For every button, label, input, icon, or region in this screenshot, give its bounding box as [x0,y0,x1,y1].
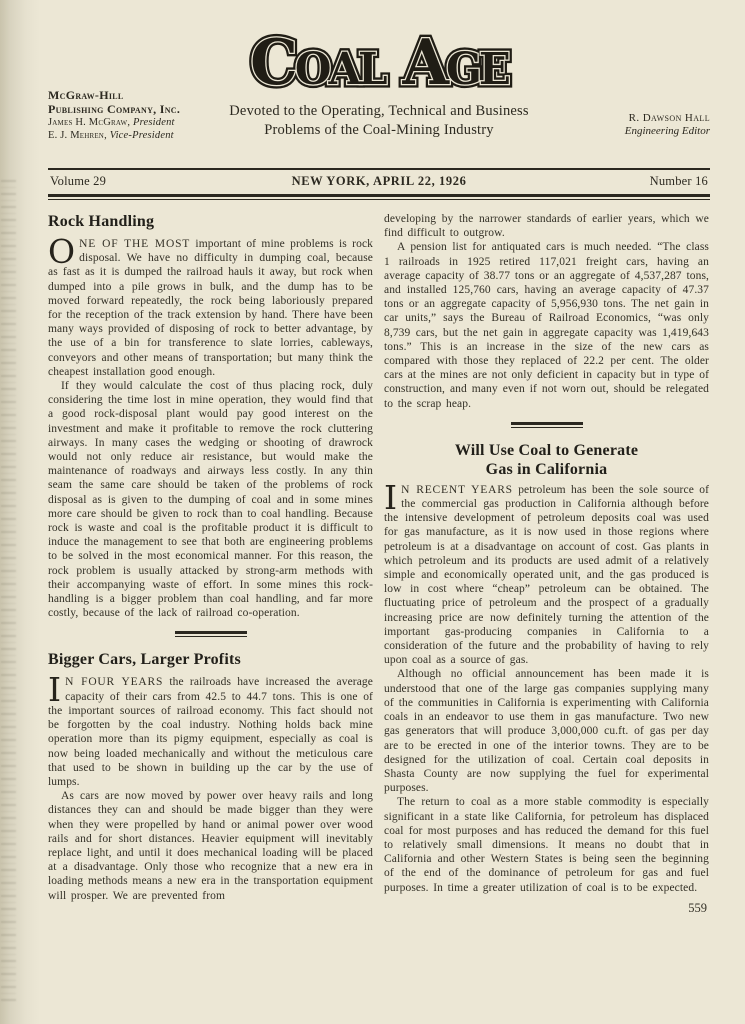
officer-vice-president [48,129,180,142]
dropcap-i: I [48,670,62,710]
book-gutter-shadow [0,0,40,1024]
rock-handling-paragraph-1 [48,232,374,379]
issue-number: Number 16 [649,174,708,188]
rule-below-dateline-thick [48,194,710,197]
paragraph-text: important of mine problems is rock disposal. We have no difficulty in dumping coal, because as fast as it is dumped the railroad hauls it away, but rock when dumped into a pile grows in bulk, and the dump has to be moved forward repeatedly, the rock being laboriously prepared for the reception of the track extension by hand. There have been many ways provided of disposing of rock to better advantage, by the use of a bin for transference to slate lorries, cableways, conveyors and other means of transportation; but many think the cheapest installation good enough. [48,238,374,378]
paragraph-text: petroleum has been the sole source of the commercial gas production in California although before the intensive development of petroleum deposits coal was used for gas manufacture, as it is now used in those regions where petroleum is at a disadvantage on account of cost. Gas plants in which petroleum and its products are used admit of a relatively simple and economically operated unit, and the gas produced is low in cost where “cheap” petroleum can be obtained. The fluctuating price of petroleum and the prospect of a gradually increasing price are now definitely turning the attention of the important gas-producing companies in California to a consideration of the future and the probability of having to rely upon coal as a source of gas. [384,483,709,667]
officer-title: Vice-President [109,130,174,141]
dropcap-o: O [48,232,76,271]
editor-title: Engineering Editor [624,125,710,137]
page-bleed-through [1,180,16,1004]
editor-name: R. Dawson Hall [628,112,710,124]
dateline-block [48,168,710,200]
volume-label: Volume 29 [50,174,107,188]
lead-words: N FOUR YEARS [65,676,164,689]
editor-block [625,112,710,138]
publisher-name-line2: Publishing Company, Inc. [48,102,181,116]
title-line1: Will Use Coal to Generate [454,441,639,459]
rule-below-dateline-thin [48,199,710,200]
article-title-california-gas [384,441,709,479]
lead-words: N RECENT YEARS [401,483,513,496]
publisher-block [48,88,180,142]
page-content [48,0,710,1024]
coal-age-logo: Coal Age Coal Age Coal Age [250,31,508,95]
place-date: NEW YORK, APRIL 22, 1926 [291,174,467,188]
california-paragraph-2: Although no official announcement has been made it is understood that one of the large gas companies supplying many of the communities in California is experimenting with California coals in an endeavor to use them in gas manufacture. Two new gas generators that will produce 3,000,000 cu.ft. of gas per day are to be erected in one of the interior towns. They are to be designed for the utilization of coal. Certain coal deposits in Shasta County are now supplying the fuel for experimental purposes. [384,668,709,795]
bigger-cars-paragraph-2: As cars are now moved by power over heavy rails and long distances they can and should be made bigger than they were when they were propelled by hand or animal power over wood rails and for short distances. Heavier equipment will inevitably replace light, and until it does mechanical loading will be placed at a disadvantage. Only those who recognize that a new era in loading methods means a new era in the transportation equipment will prosper. We are prevented from [48,790,373,902]
columns [48,212,710,916]
officer-name: E. J. Mehren, [48,130,107,141]
continuation-paragraph-2: A pension list for antiquated cars is much needed. “The class 1 railroads in 1925 retired 117,021 freight cars, having an average capacity of 38.77 tons or an aggregate of 4,537,287 tons, and installed 125,760 cars, having an average capacity of 47.37 tons or an aggregate capacity of 5,956,930 tons. The net gain in car units,” says the Bureau of Railroad Economics, “was only 8,739 cars, but the net gain in aggregate capacity was 1,419,643 tons.” This is an increase in the size of the new cars as compared with those they replaced of 22.2 per cent. The older cars at the mines are not only deficient in capacity but in type of construction, and many even if not worn out, should be relegated to the scrap heap. [384,241,709,410]
lead-words: NE OF THE MOST [79,238,191,250]
dropcap-i: I [384,477,398,517]
rock-handling-paragraph-2: If they would calculate the cost of thus placing rock, duly considering the time lost in mine operation, they would find that a good rock-disposal plant would pay good interest on the investment and make it profitable to remove the rock cluttering airways. In many cases the wedging or shooting of drawrock would not only reduce air resistance, but would make the maintenance of roadways and airways less costly. In any thin seam the same care should be taken of the problems of rock disposal as is given to the dumping of coal and in some mines more care should be given to rock than to coal handling. Because rock is waste and coal is the profitable product it is difficult to induce the management to see that both are engineering problems to be solved in the most economical manner. For this reason, the rock problem is usually attacked by strong-arm methods with their accompanying waste of effort. In some mines this rock-handling is a bigger problem than coal handling, and far more costly, because of the lack of railroad co-operation. [48,380,373,620]
title-line2: Gas in California [485,460,608,478]
continuation-paragraph-1: developing by the narrower standards of earlier years, which we find difficult to outgrow. [384,213,709,240]
california-paragraph-3: The return to coal as a more stable commodity is especially significant in a state like California, for petroleum has displaced coal for most purposes and has reduced the demand for this fuel to relatively small dimensions. It means no doubt that in California and other Western States is being seen the beginning of the end of the dominance of petroleum for gas and fuel purposes. In time a greater utilization of coal is to be expected. [384,796,709,894]
page-number: 559 [688,900,707,915]
section-divider [511,422,583,428]
article-title-rock-handling: Rock Handling [48,213,155,230]
masthead [48,0,710,168]
bigger-cars-paragraph-1 [48,670,373,789]
publisher-name-line1: McGraw-Hill [48,88,124,102]
dateline-row [48,170,710,194]
right-column [384,212,709,916]
california-paragraph-1 [384,477,709,668]
tagline-line1: Devoted to the Operating, Technical and Business [229,103,529,119]
left-column [48,212,373,916]
paragraph-text: the railroads have increased the average capacity of their cars from 42.5 to 44.7 tons. This is one of the important sources of railroad economy. This fact should not be forgotten by the coal industry. Nothing holds back mine operation more than its pigmy equipment, especially as coal is now being loaded mechanically and without the meticulous care that used to be shown in building up the car by the use of lumps. [48,676,373,788]
article-title-bigger-cars: Bigger Cars, Larger Profits [48,651,241,669]
section-divider [175,631,247,637]
officer-name: James H. McGraw, [48,117,131,128]
officer-title: President [133,117,175,128]
officer-president [48,116,180,129]
tagline-line2: Problems of the Coal-Mining Industry [264,122,494,138]
